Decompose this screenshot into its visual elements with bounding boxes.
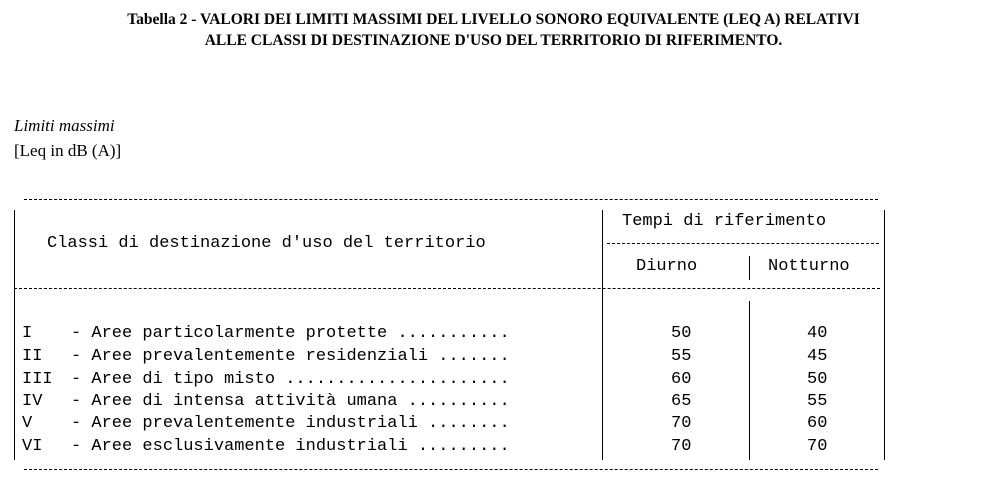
day-value: 55 — [671, 347, 692, 366]
night-value: 40 — [807, 324, 828, 343]
night-value: 70 — [807, 437, 828, 456]
class-code: VI — [22, 437, 43, 456]
day-value: 65 — [671, 392, 692, 411]
table-title-line-2: ALLE CLASSI DI DESTINAZIONE D'USO DEL TERRITORIO DI RIFERIMENTO. — [204, 32, 783, 49]
day-value: 70 — [671, 437, 692, 456]
night-value: 50 — [807, 370, 828, 389]
night-value: 45 — [807, 347, 828, 366]
table-top-rule — [24, 199, 878, 200]
class-description: - Aree di tipo misto ...................... — [71, 370, 510, 389]
class-column-divider — [602, 210, 603, 460]
class-code: I — [22, 324, 33, 343]
left-border — [14, 210, 15, 460]
night-value: 55 — [807, 392, 828, 411]
header-bottom-rule — [14, 288, 880, 289]
class-description: - Aree esclusivamente industriali ......... — [71, 437, 510, 456]
night-header: Notturno — [768, 257, 850, 276]
day-night-divider — [749, 256, 750, 280]
class-description: - Aree particolarmente protette ........... — [71, 324, 510, 343]
unit-label: [Leq in dB (A)] — [14, 141, 122, 160]
day-value: 50 — [671, 324, 692, 343]
class-code: IV — [22, 392, 43, 411]
day-value: 70 — [671, 414, 692, 433]
table-bottom-rule — [24, 469, 878, 470]
class-code: V — [22, 414, 33, 433]
day-value: 60 — [671, 370, 692, 389]
class-column-header: Classi di destinazione d'uso del territorio — [47, 234, 486, 253]
times-header-rule — [607, 243, 879, 244]
day-header: Diurno — [636, 257, 698, 276]
table-title-line-1: Tabella 2 - VALORI DEI LIMITI MASSIMI DEL LIVELLO SONORO EQUIVALENTE (LEQ A) RELATIVI — [127, 11, 860, 28]
class-code: III — [22, 370, 53, 389]
class-description: - Aree prevalentemente industriali ........ — [71, 414, 510, 433]
class-description: - Aree prevalentemente residenziali ....... — [71, 347, 510, 366]
limits-label: Limiti massimi — [14, 116, 115, 135]
times-header: Tempi di riferimento — [622, 212, 827, 231]
class-code: II — [22, 347, 43, 366]
right-border — [884, 210, 885, 460]
day-night-divider-body — [749, 301, 750, 460]
class-description: - Aree di intensa attività umana .......... — [71, 392, 510, 411]
night-value: 60 — [807, 414, 828, 433]
